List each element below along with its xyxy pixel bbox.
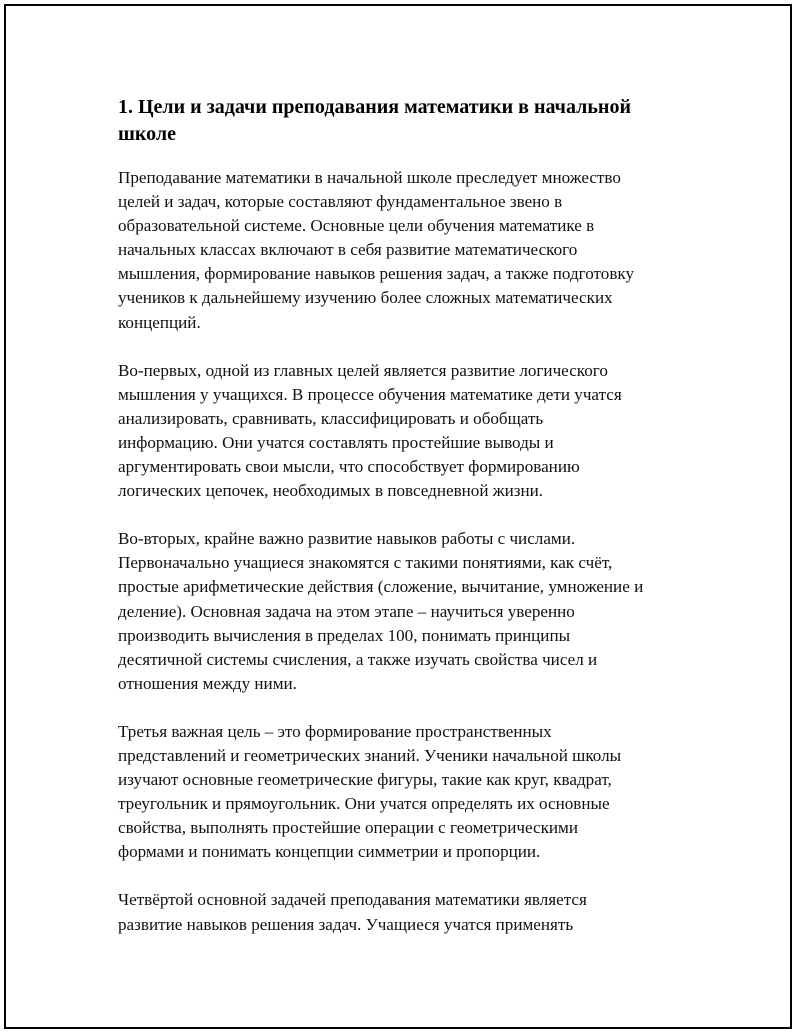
text-line: концепций. xyxy=(118,312,201,332)
text-line: простые арифметические действия (сложение, вычитание, умножение и xyxy=(118,577,644,597)
text-line: деление). Основная задача на этом этапе – научиться уверенно xyxy=(118,601,575,621)
text-line: треугольник и прямоугольник. Они учатся определять их основные xyxy=(118,794,610,814)
heading-line: 1. Цели и задачи преподавания математики в начальной xyxy=(118,96,631,118)
text-line: Первоначально учащиеся знакомятся с такими понятиями, как счёт, xyxy=(118,553,613,573)
text-line: развитие навыков решения задач. Учащиеся учатся применять xyxy=(118,914,574,934)
text-line: аргументировать свои мысли, что способствует формированию xyxy=(118,457,580,477)
paragraph-5 xyxy=(118,888,698,936)
text-line: Четвёртой основной задачей преподавания математики является xyxy=(118,890,587,910)
text-line: мышления, формирование навыков решения задач, а также подготовку xyxy=(118,264,635,284)
text-line: свойства, выполнять простейшие операции с геометрическими xyxy=(118,818,578,838)
text-line: Преподавание математики в начальной школе преследует множество xyxy=(118,168,621,187)
text-line: Во-первых, одной из главных целей является развитие логического xyxy=(118,360,608,380)
text-line: учеников к дальнейшему изучению более сложных математических xyxy=(118,288,613,308)
paragraph-3 xyxy=(118,527,698,696)
text-line: десятичной системы счисления, а также изучать свойства чисел и xyxy=(118,649,598,669)
text-line: целей и задач, которые составляют фундаментальное звено в xyxy=(118,192,563,212)
text-line: представлений и геометрических знаний. Ученики начальной школы xyxy=(118,745,622,765)
document-body xyxy=(118,94,698,961)
text-line: логических цепочек, необходимых в повседневной жизни. xyxy=(118,481,544,501)
text-line: анализировать, сравнивать, классифицировать и обобщать xyxy=(118,408,544,428)
paragraph-2 xyxy=(118,359,698,504)
text-line: формами и понимать концепции симметрии и пропорции. xyxy=(118,842,541,862)
paragraph-1 xyxy=(118,166,698,335)
text-line: изучают основные геометрические фигуры, такие как круг, квадрат, xyxy=(118,770,612,790)
text-line: образовательной системе. Основные цели обучения математике в xyxy=(118,216,595,236)
text-line: производить вычисления в пределах 100, понимать принципы xyxy=(118,625,571,645)
text-line: начальных классах включают в себя развитие математического xyxy=(118,240,578,260)
text-line: отношения между ними. xyxy=(118,673,297,693)
text-line: информацию. Они учатся составлять простейшие выводы и xyxy=(118,432,554,452)
text-line: мышления у учащихся. В процессе обучения математике дети учатся xyxy=(118,384,622,404)
heading-line: школе xyxy=(118,123,176,145)
text-line: Во-вторых, крайне важно развитие навыков работы с числами. xyxy=(118,529,576,549)
text-line: Третья важная цель – это формирование пространственных xyxy=(118,721,552,741)
paragraph-4 xyxy=(118,720,698,865)
section-heading xyxy=(118,94,698,148)
